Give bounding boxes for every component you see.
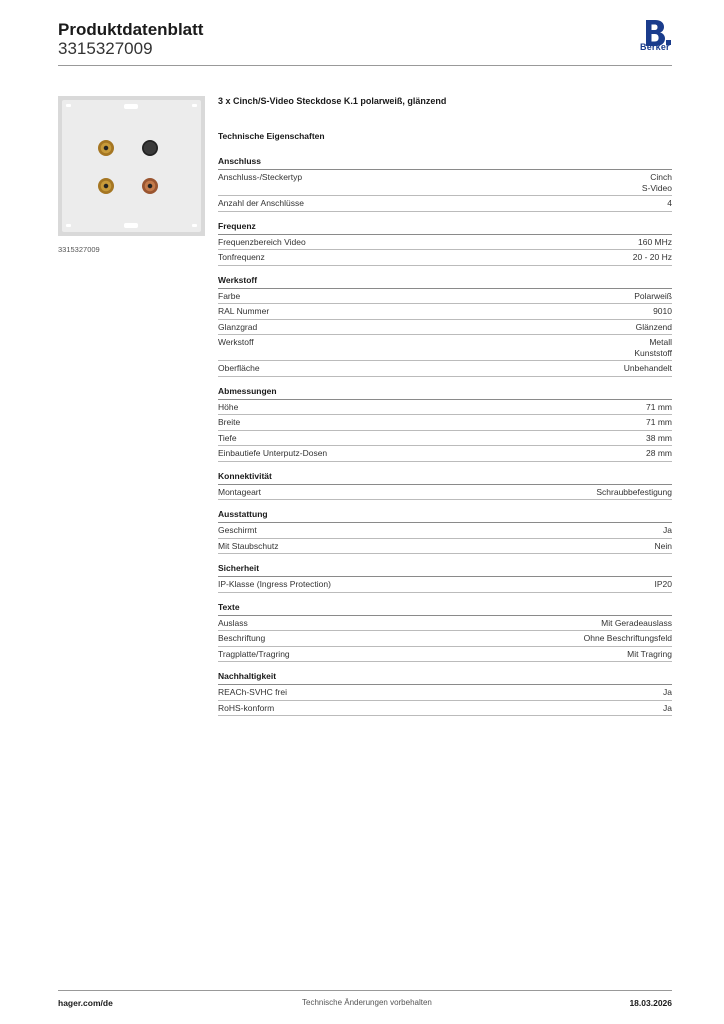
mount-screw xyxy=(192,224,197,227)
section-title: Sicherheit xyxy=(218,563,672,577)
spec-value-line: 71 mm xyxy=(646,401,672,412)
spec-label: Werkstoff xyxy=(218,337,254,347)
spec-section xyxy=(218,386,672,462)
spec-value xyxy=(663,525,672,536)
spec-row xyxy=(218,446,672,462)
spec-row xyxy=(218,196,672,212)
spec-label: Montageart xyxy=(218,486,261,497)
spec-row xyxy=(218,235,672,251)
spec-row xyxy=(218,415,672,431)
spec-label: Auslass xyxy=(218,617,248,628)
spec-row xyxy=(218,647,672,663)
spec-value xyxy=(667,198,672,209)
spec-value xyxy=(655,579,673,590)
spec-value-line: Mit Tragring xyxy=(627,648,672,659)
spec-label: Farbe xyxy=(218,290,241,301)
header-divider xyxy=(58,65,672,66)
spec-label: Höhe xyxy=(218,401,239,412)
spec-section xyxy=(218,509,672,554)
spec-row xyxy=(218,523,672,539)
bottom-slot xyxy=(124,223,138,228)
section-title: Anschluss xyxy=(218,156,672,170)
spec-value-line: Ja xyxy=(663,702,672,713)
spec-label: Glanzgrad xyxy=(218,321,258,332)
spec-value xyxy=(653,306,672,317)
spec-section xyxy=(218,671,672,716)
spec-value-line: IP20 xyxy=(654,579,672,589)
spec-value-line: 9010 xyxy=(653,306,672,316)
spec-value-line: Cinch xyxy=(650,172,672,182)
spec-table xyxy=(218,156,672,725)
tech-properties-heading: Technische Eigenschaften xyxy=(218,131,325,141)
footer-divider xyxy=(58,990,672,991)
spec-value-line: 4 xyxy=(667,198,672,208)
footer-date: 18.03.2026 xyxy=(629,998,672,1008)
cinch-jack xyxy=(98,140,114,156)
spec-row xyxy=(218,170,672,196)
spec-value-line: Ja xyxy=(663,525,672,535)
spec-value-line: Kunststoff xyxy=(634,347,672,358)
spec-row xyxy=(218,250,672,266)
spec-row xyxy=(218,431,672,447)
spec-value xyxy=(634,337,672,358)
spec-label: REACh-SVHC frei xyxy=(218,687,287,697)
spec-value xyxy=(655,541,672,552)
mount-screw xyxy=(192,104,197,107)
spec-row xyxy=(218,361,672,377)
section-title: Nachhaltigkeit xyxy=(218,671,672,685)
spec-value-line: 28 mm xyxy=(646,448,672,458)
logo-wordmark: Berker xyxy=(640,42,670,52)
spec-label: Einbautiefe Unterputz-Dosen xyxy=(218,448,328,458)
spec-label: Mit Staubschutz xyxy=(218,540,279,551)
spec-value-line: 71 mm xyxy=(646,417,672,427)
spec-section xyxy=(218,221,672,266)
section-title: Werkstoff xyxy=(218,275,672,289)
top-slot xyxy=(124,104,138,109)
spec-value xyxy=(663,703,672,714)
image-caption: 3315327009 xyxy=(58,245,100,254)
spec-label: Geschirmt xyxy=(218,525,257,535)
cinch-jack xyxy=(142,178,158,194)
spec-label: Tonfrequenz xyxy=(218,252,265,262)
spec-value xyxy=(601,618,672,629)
spec-label: Anzahl der Anschlüsse xyxy=(218,198,304,208)
spec-label: Anschluss-/Steckertyp xyxy=(218,172,303,182)
spec-label: RoHS-konform xyxy=(218,702,275,713)
spec-value xyxy=(646,433,672,444)
spec-value xyxy=(634,291,672,302)
footer-website: hager.com/de xyxy=(58,998,113,1008)
spec-value-line: Metall xyxy=(649,337,672,347)
spec-value xyxy=(646,448,672,459)
mount-screw xyxy=(66,224,71,227)
spec-value xyxy=(584,633,672,644)
spec-value xyxy=(638,237,672,248)
spec-section xyxy=(218,275,672,377)
product-heading: 3 x Cinch/S-Video Steckdose K.1 polarweiß, glänzend xyxy=(218,96,447,106)
spec-label: Oberfläche xyxy=(218,363,260,373)
spec-row xyxy=(218,577,672,593)
product-number: 3315327009 xyxy=(58,39,153,58)
spec-label: Beschriftung xyxy=(218,633,266,643)
section-title: Abmessungen xyxy=(218,386,672,400)
spec-section xyxy=(218,156,672,212)
spec-value-line: 20 - 20 Hz xyxy=(632,252,672,262)
spec-value xyxy=(646,402,672,413)
spec-label: IP-Klasse (Ingress Protection) xyxy=(218,579,331,589)
spec-value xyxy=(624,363,672,374)
spec-value xyxy=(642,172,672,193)
spec-label: RAL Nummer xyxy=(218,306,270,316)
svideo-jack xyxy=(142,140,158,156)
spec-value xyxy=(633,252,672,263)
spec-value xyxy=(596,487,672,498)
cinch-jack xyxy=(98,178,114,194)
spec-row xyxy=(218,701,672,717)
spec-row xyxy=(218,304,672,320)
spec-value-line: Polarweiß xyxy=(634,290,672,301)
spec-row xyxy=(218,400,672,416)
spec-section xyxy=(218,471,672,501)
spec-value xyxy=(636,322,672,333)
spec-row xyxy=(218,335,672,361)
spec-value-line: Unbehandelt xyxy=(623,363,672,373)
mount-screw xyxy=(66,104,71,107)
spec-row xyxy=(218,289,672,305)
page-title: Produktdatenblatt xyxy=(58,20,204,39)
spec-label: Breite xyxy=(218,417,241,427)
spec-value-line: 38 mm xyxy=(646,432,672,443)
spec-label: Tiefe xyxy=(218,432,237,443)
spec-value-line: Nein xyxy=(654,540,672,551)
spec-row xyxy=(218,485,672,501)
spec-value-line: S-Video xyxy=(641,182,672,193)
spec-value xyxy=(663,687,672,698)
section-title: Texte xyxy=(218,602,672,616)
spec-label: Tragplatte/Tragring xyxy=(218,648,290,659)
spec-value-line: Glänzend xyxy=(635,321,672,332)
spec-section xyxy=(218,563,672,593)
spec-section xyxy=(218,602,672,663)
section-title: Konnektivität xyxy=(218,471,672,485)
spec-value xyxy=(627,649,672,660)
spec-value-line: Mit Geradeauslass xyxy=(601,617,672,628)
section-title: Frequenz xyxy=(218,221,672,235)
spec-value-line: Ohne Beschriftungsfeld xyxy=(583,633,672,643)
spec-value-line: Ja xyxy=(663,687,672,697)
footer-disclaimer: Technische Änderungen vorbehalten xyxy=(302,998,432,1007)
socket-plate xyxy=(62,100,201,232)
spec-row xyxy=(218,616,672,632)
spec-value-line: Schraubbefestigung xyxy=(596,486,672,497)
spec-row xyxy=(218,631,672,647)
spec-label: Frequenzbereich Video xyxy=(218,236,306,247)
spec-row xyxy=(218,685,672,701)
spec-row xyxy=(218,539,672,555)
section-title: Ausstattung xyxy=(218,509,672,523)
spec-row xyxy=(218,320,672,336)
spec-value-line: 160 MHz xyxy=(637,236,672,247)
product-image xyxy=(58,96,205,236)
spec-value xyxy=(646,417,672,428)
